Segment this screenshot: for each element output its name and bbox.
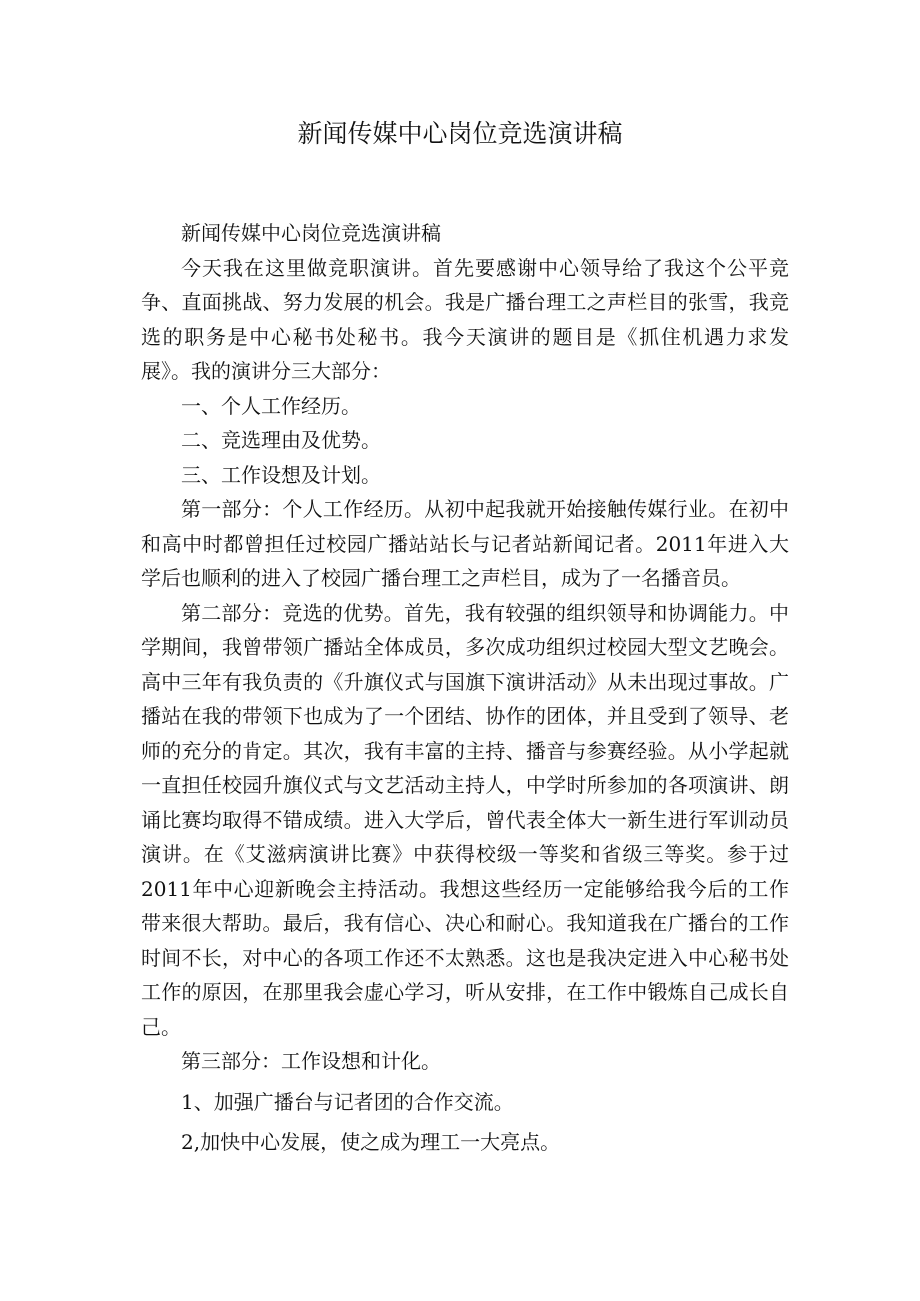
document-body [141, 216, 789, 1160]
document-title: 新闻传媒中心岗位竞选演讲稿 [297, 119, 623, 148]
plan-item-2: 2,加快中心发展，使之成为理工一大亮点。 [181, 1130, 561, 1154]
part-three-heading: 第三部分：工作设想和计化。 [181, 1049, 441, 1073]
outline-item-3: 三、工作设想及计划。 [181, 462, 381, 487]
part-two-paragraph: 第二部分：竞选的优势。首先，我有较强的组织领导和协调能力。中学期间，我曾带领广播站全体成员，多次成功组织过校园大型文艺晚会。高中三年有我负责的《升旗仪式与国旗下演讲活动》从未出现过事故。广播站在我的带领下也成为了一个团结、协作的团体，并且受到了领导、老师的充分的肯定。其次，我有丰富的主持、播音与参赛经验。从小学起就一直担任校园升旗仪式与文艺活动主持人，中学时所参加的各项演讲、朗诵比赛均取得不错成绩。进入大学后，曾代表全体大一新生进行军训动员演讲。在《艾滋病演讲比赛》中获得校级一等奖和省级三等奖。参于过2011年中心迎新晚会主持活动。我想这些经历一定能够给我今后的工作带来很大帮助。最后，我有信心、决心和耐心。我知道我在广播台的工作时间不长，对中心的各项工作还不太熟悉。这也是我决定进入中心秘书处工作的原因，在那里我会虚心学习，听从安排，在工作中锻炼自己成长自己。 [141, 600, 789, 1039]
plan-item-1: 1、加强广播台与记者团的合作交流。 [181, 1089, 514, 1114]
part-one-paragraph: 第一部分：个人工作经历。从初中起我就开始接触传媒行业。在初中和高中时都曾担任过校园广播站站长与记者站新闻记者。2011年进入大学后也顺利的进入了校园广播台理工之声栏目，成为了一名播音员。 [141, 497, 789, 590]
outline-item-2: 二、竞选理由及优势。 [181, 428, 381, 452]
intro-paragraph: 今天我在这里做竞职演讲。首先要感谢中心领导给了我这个公平竞争、直面挑战、努力发展的机会。我是广播台理工之声栏目的张雪，我竞选的职务是中心秘书处秘书。我今天演讲的题目是《抓住机遇力求发展》。我的演讲分三大部分： [141, 255, 789, 383]
body-subtitle: 新闻传媒中心岗位竞选演讲稿 [181, 221, 441, 245]
outline-item-1: 一、个人工作经历。 [181, 393, 361, 418]
